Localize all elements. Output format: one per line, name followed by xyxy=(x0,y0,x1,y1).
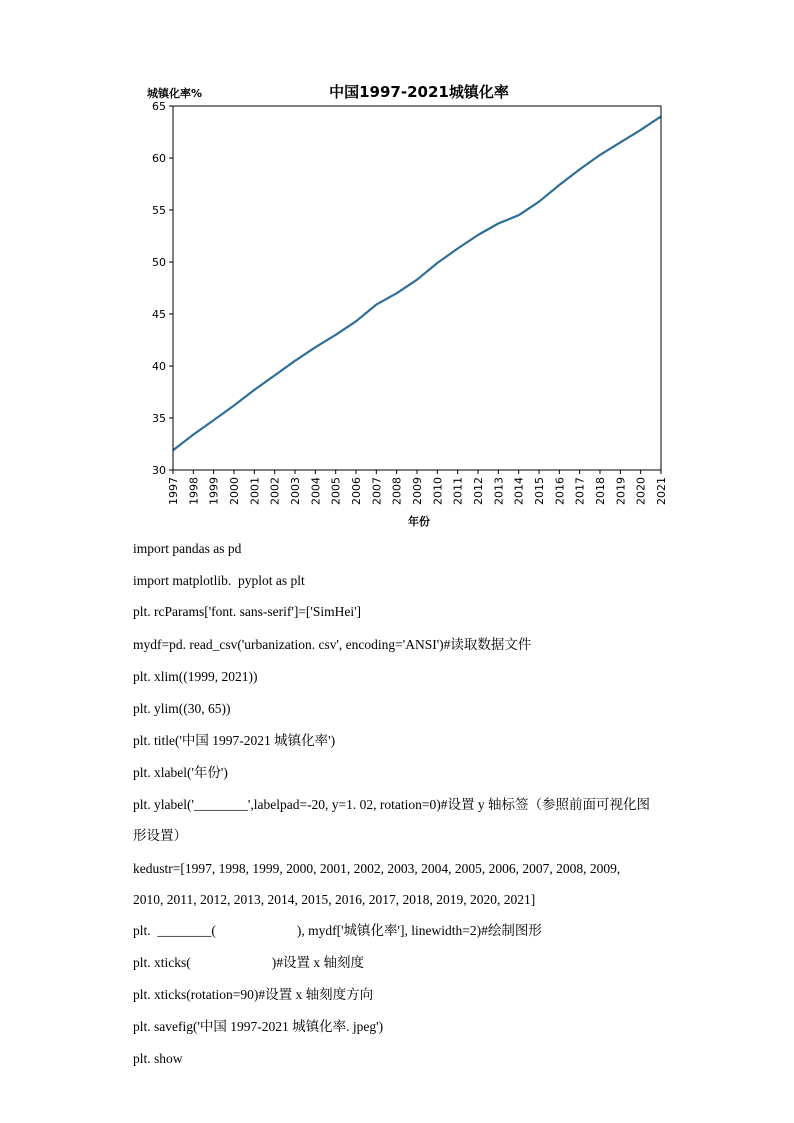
y-axis-label: 城镇化率% xyxy=(147,87,203,100)
code-line: plt. xlabel('年份') xyxy=(133,765,228,780)
y-tick-label: 45 xyxy=(152,308,166,321)
x-tick-label: 2003 xyxy=(289,477,302,505)
x-tick-label: 2011 xyxy=(451,477,465,505)
x-tick-label: 2021 xyxy=(655,477,668,505)
code-line: plt. xticks( )#设置 x 轴刻度 xyxy=(133,955,364,970)
x-tick-label: 2014 xyxy=(512,477,526,505)
x-tick-label: 2006 xyxy=(350,477,363,505)
chart-svg xyxy=(130,75,690,530)
x-tick-label: 2004 xyxy=(309,477,323,505)
urbanization-series-line xyxy=(173,116,661,450)
x-tick-label: 2018 xyxy=(594,477,607,505)
code-line: 形设置） xyxy=(133,828,187,843)
code-line: plt. savefig('中国 1997-2021 城镇化率. jpeg') xyxy=(133,1019,384,1034)
plot-frame xyxy=(173,106,661,470)
code-line: plt. title('中国 1997-2021 城镇化率') xyxy=(133,733,336,748)
x-axis-label: 年份 xyxy=(408,515,430,528)
chart-title: 中国1997-2021城镇化率 xyxy=(329,83,509,101)
y-tick-label: 35 xyxy=(152,412,166,425)
code-line: import matplotlib. pyplot as plt xyxy=(133,573,305,588)
x-tick-label: 2010 xyxy=(431,477,445,505)
code-line: plt. ________( ), mydf['城镇化率'], linewidth=2)#绘制图形 xyxy=(133,923,542,938)
x-tick-label: 2017 xyxy=(573,477,587,505)
x-tick-label: 2007 xyxy=(370,477,384,505)
code-line: 2010, 2011, 2012, 2013, 2014, 2015, 2016, 2017, 2018, 2019, 2020, 2021] xyxy=(133,892,536,907)
code-line: plt. xlim((1999, 2021)) xyxy=(133,669,258,684)
x-tick-label: 2012 xyxy=(472,477,485,505)
x-tick-label: 2013 xyxy=(492,477,506,505)
y-tick-label: 65 xyxy=(152,100,166,113)
code-line: plt. ylabel('________',labelpad=-20, y=1. 02, rotation=0)#设置 y 轴标签（参照前面可视化图 xyxy=(133,797,651,812)
y-tick-label: 30 xyxy=(152,464,166,477)
x-tick-label: 2019 xyxy=(614,477,628,506)
code-line: import pandas as pd xyxy=(133,541,242,556)
code-line: plt. show xyxy=(133,1051,183,1066)
x-tick-label: 1997 xyxy=(167,477,180,505)
urbanization-chart xyxy=(130,75,690,530)
x-tick-label: 2015 xyxy=(533,477,546,505)
x-tick-label: 1998 xyxy=(187,477,201,505)
x-tick-label: 2000 xyxy=(228,477,241,505)
code-line: mydf=pd. read_csv('urbanization. csv', encoding='ANSI')#读取数据文件 xyxy=(133,637,532,652)
x-tick-label: 2008 xyxy=(390,477,404,505)
x-tick-label: 2020 xyxy=(634,477,648,505)
x-tick-label: 2016 xyxy=(553,477,567,505)
y-tick-label: 40 xyxy=(152,360,166,373)
code-line: plt. ylim((30, 65)) xyxy=(133,701,231,716)
y-tick-label: 50 xyxy=(152,256,166,269)
code-line: plt. rcParams['font. sans-serif']=['SimHei'] xyxy=(133,604,362,619)
y-tick-label: 55 xyxy=(152,204,166,217)
x-tick-label: 1999 xyxy=(207,477,221,505)
y-tick-label: 60 xyxy=(152,152,166,165)
x-tick-label: 2002 xyxy=(268,477,282,505)
x-tick-label: 2005 xyxy=(329,477,343,505)
x-tick-label: 2001 xyxy=(248,477,262,505)
code-line: plt. xticks(rotation=90)#设置 x 轴刻度方向 xyxy=(133,987,374,1002)
code-line: kedustr=[1997, 1998, 1999, 2000, 2001, 2002, 2003, 2004, 2005, 2006, 2007, 2008, 2009, xyxy=(133,861,621,876)
x-tick-label: 2009 xyxy=(411,477,424,505)
